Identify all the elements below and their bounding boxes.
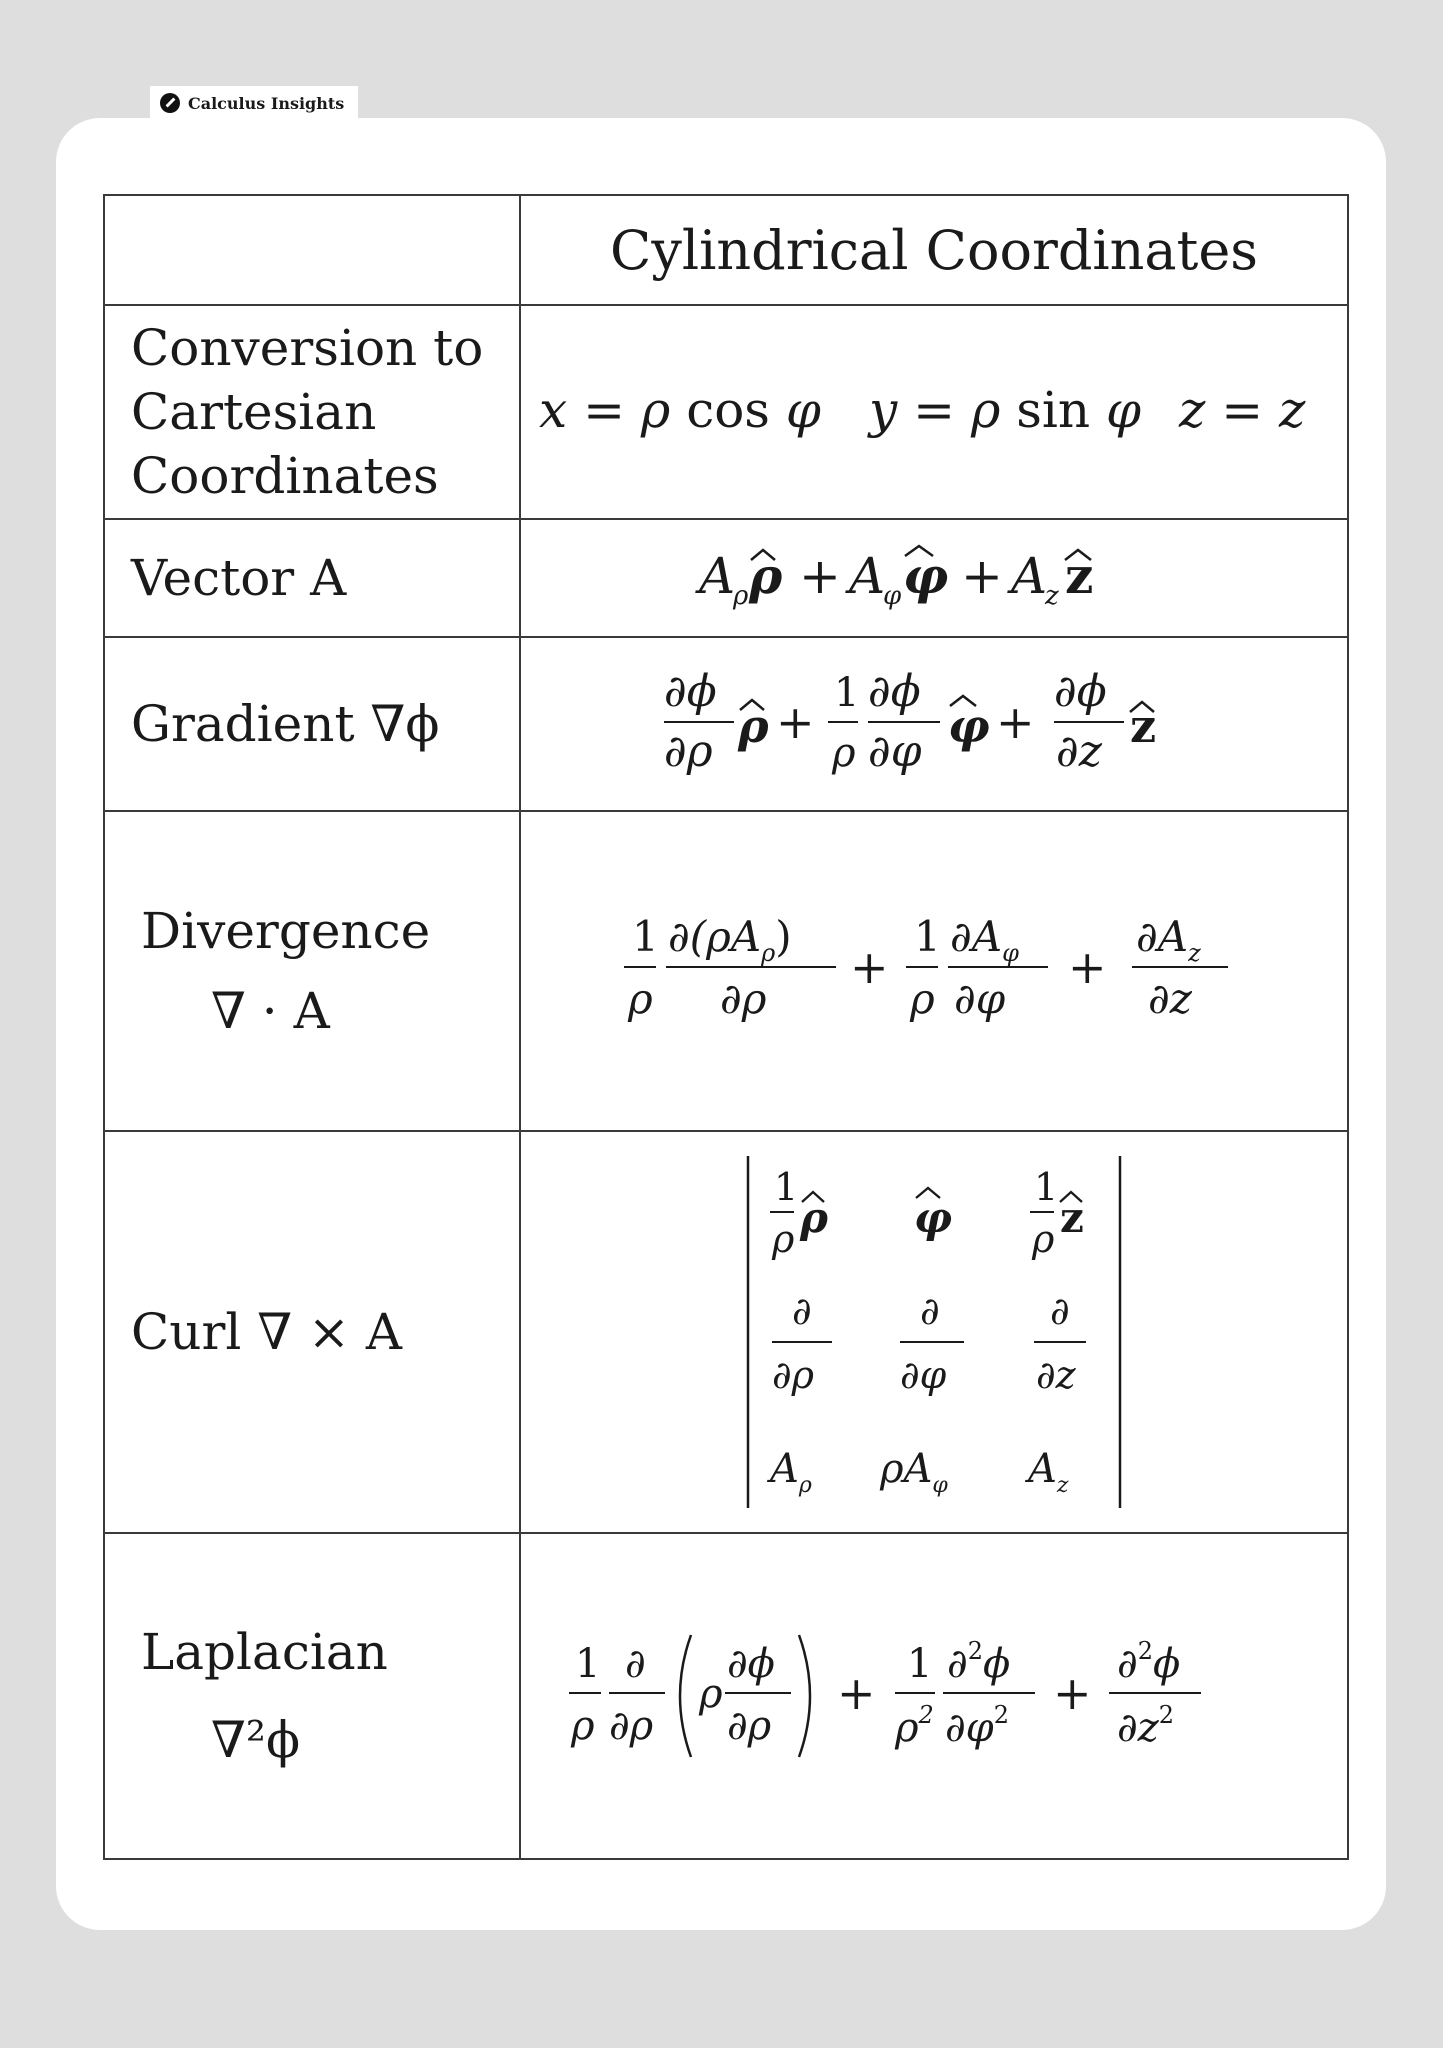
svg-text:1: 1	[834, 670, 860, 716]
brand-logo-icon	[160, 93, 180, 113]
svg-text:z: z	[1130, 699, 1157, 753]
svg-text:ρ: ρ	[800, 1193, 828, 1242]
svg-text:ρ: ρ	[571, 1703, 595, 1749]
svg-text:A: A	[849, 547, 886, 605]
svg-text:ρ: ρ	[1032, 1217, 1055, 1261]
svg-text:∂ρ: ∂ρ	[720, 974, 767, 1023]
svg-text:A: A	[699, 547, 736, 605]
svg-text:∂ρ: ∂ρ	[609, 1703, 654, 1749]
label-conversion	[104, 305, 520, 519]
svg-text:∂2ϕ: ∂$^2$ϕ	[947, 1637, 1011, 1687]
svg-text:∂Az: $\partial A_z$	[1136, 912, 1201, 967]
svg-text:1: 1	[575, 1641, 601, 1687]
svg-text:z: z	[1060, 1193, 1084, 1242]
label-conversion-line2: Cartesian	[131, 383, 377, 441]
svg-text:∂z: ∂z	[1056, 726, 1102, 777]
formula-divergence	[520, 811, 1348, 1131]
svg-text:φ: φ	[914, 1193, 953, 1242]
svg-text:∂φ: ∂φ	[900, 1353, 947, 1397]
label-laplacian-line2: ∇²ϕ	[211, 1711, 301, 1769]
label-gradient: Gradient ∇ϕ	[104, 637, 520, 811]
formula-curl	[520, 1131, 1348, 1533]
svg-text:ρ: ρ	[749, 546, 783, 605]
svg-text:ρ: ρ	[628, 974, 653, 1023]
label-laplacian-line1: Laplacian	[141, 1623, 388, 1681]
svg-text:1: 1	[632, 912, 659, 961]
svg-text:+: +	[1068, 940, 1107, 994]
brand-name: Calculus Insights	[188, 93, 345, 113]
svg-text:+: +	[961, 547, 1003, 605]
svg-text:z: z	[1045, 581, 1059, 611]
svg-text:∂: ∂	[625, 1641, 646, 1687]
svg-text:+: +	[799, 547, 841, 605]
svg-text:∂ρ: ∂ρ	[727, 1703, 772, 1749]
svg-text:ρ2: $\rho^2$	[895, 1701, 934, 1751]
svg-text:φ: φ	[903, 546, 949, 605]
svg-text:∂: ∂	[920, 1289, 940, 1333]
svg-text:1: 1	[1034, 1165, 1059, 1209]
conversion-equation	[539, 372, 1329, 452]
svg-text:∂ρ: ∂ρ	[772, 1353, 814, 1397]
svg-text:∂: ∂	[792, 1289, 812, 1333]
svg-text:1: 1	[914, 912, 941, 961]
table-row-vector	[104, 519, 1348, 637]
svg-text:+: +	[776, 695, 815, 749]
svg-text:∂ϕ: ∂ϕ	[868, 666, 921, 717]
svg-text:∂(ρAρ): $\partial(\rho A_\rho)$	[668, 912, 792, 967]
formula-laplacian	[520, 1533, 1348, 1859]
svg-text:+: +	[837, 1666, 876, 1720]
formula-table	[103, 194, 1349, 1860]
laplacian-equation	[569, 1621, 1299, 1771]
svg-text:φ: φ	[883, 581, 902, 611]
header-cylindrical: Cylindrical Coordinates	[520, 195, 1348, 305]
table-header-row	[104, 195, 1348, 305]
svg-text:∂φ: ∂φ	[868, 726, 922, 777]
curl-determinant	[744, 1152, 1124, 1512]
label-divergence-line1: Divergence	[141, 902, 431, 960]
label-conversion-line1: Conversion to	[131, 319, 484, 377]
svg-text:φ: φ	[948, 699, 990, 753]
label-conversion-line3: Coordinates	[131, 447, 439, 505]
formula-gradient	[520, 637, 1348, 811]
svg-text:∂φ: ∂φ	[954, 974, 1006, 1023]
svg-text:+: +	[1053, 1666, 1092, 1720]
table-row-conversion	[104, 305, 1348, 519]
svg-text:Az: $A_z$	[1028, 1446, 1069, 1498]
label-divergence	[104, 811, 520, 1131]
svg-text:Aρ: $A_\rho$	[770, 1446, 812, 1498]
svg-text:∂ϕ: ∂ϕ	[664, 666, 717, 717]
brand-badge	[150, 86, 358, 120]
svg-text:+: +	[850, 940, 889, 994]
svg-text:ρAφ: $\rho A_\varphi$	[880, 1446, 948, 1498]
svg-text:ρ: ρ	[738, 699, 769, 753]
gradient-equation	[664, 654, 1204, 794]
formula-vector	[520, 519, 1348, 637]
svg-text:∂z: ∂z	[1036, 1353, 1076, 1397]
svg-text:x = ρ cos φ: x = ρ cos φ	[539, 381, 821, 439]
svg-text:∂: ∂	[1050, 1289, 1070, 1333]
svg-text:ρ: ρ	[910, 974, 935, 1023]
svg-text:ρ: ρ	[699, 1671, 723, 1717]
svg-text:z = z: z = z	[1179, 381, 1306, 439]
svg-text:1: 1	[774, 1165, 799, 1209]
svg-text:∂Aφ: $\partial A_\varphi$	[950, 912, 1019, 967]
vector-equation	[699, 538, 1169, 618]
divergence-equation	[624, 901, 1244, 1041]
formula-conversion	[520, 305, 1348, 519]
table-row-divergence	[104, 811, 1348, 1131]
label-laplacian	[104, 1533, 520, 1859]
label-divergence-line2: ∇ · A	[211, 982, 330, 1040]
svg-text:∂φ2: $\partial\varphi^2$	[945, 1701, 1009, 1751]
svg-text:A: A	[1011, 547, 1048, 605]
svg-text:ρ: ρ	[772, 1217, 795, 1261]
svg-text:∂ρ: ∂ρ	[664, 726, 713, 777]
svg-text:z: z	[1065, 546, 1094, 605]
svg-text:∂ϕ: ∂ϕ	[1054, 666, 1107, 717]
svg-text:+: +	[996, 695, 1035, 749]
table-row-laplacian	[104, 1533, 1348, 1859]
table-row-gradient	[104, 637, 1348, 811]
svg-text:∂ϕ: ∂ϕ	[727, 1641, 775, 1687]
label-curl: Curl ∇ × A	[104, 1131, 520, 1533]
svg-text:ρ: ρ	[832, 730, 856, 776]
header-empty-cell	[104, 195, 520, 305]
svg-text:ρ: ρ	[733, 581, 749, 611]
svg-text:∂2ϕ: ∂$^2$ϕ	[1117, 1637, 1181, 1687]
svg-text:y = ρ sin φ: y = ρ sin φ	[869, 381, 1141, 439]
svg-text:∂z: ∂z	[1148, 974, 1192, 1023]
label-vector: Vector A	[104, 519, 520, 637]
table-row-curl	[104, 1131, 1348, 1533]
svg-text:1: 1	[907, 1641, 933, 1687]
svg-text:∂z2: $\partial z^2$	[1117, 1701, 1175, 1751]
